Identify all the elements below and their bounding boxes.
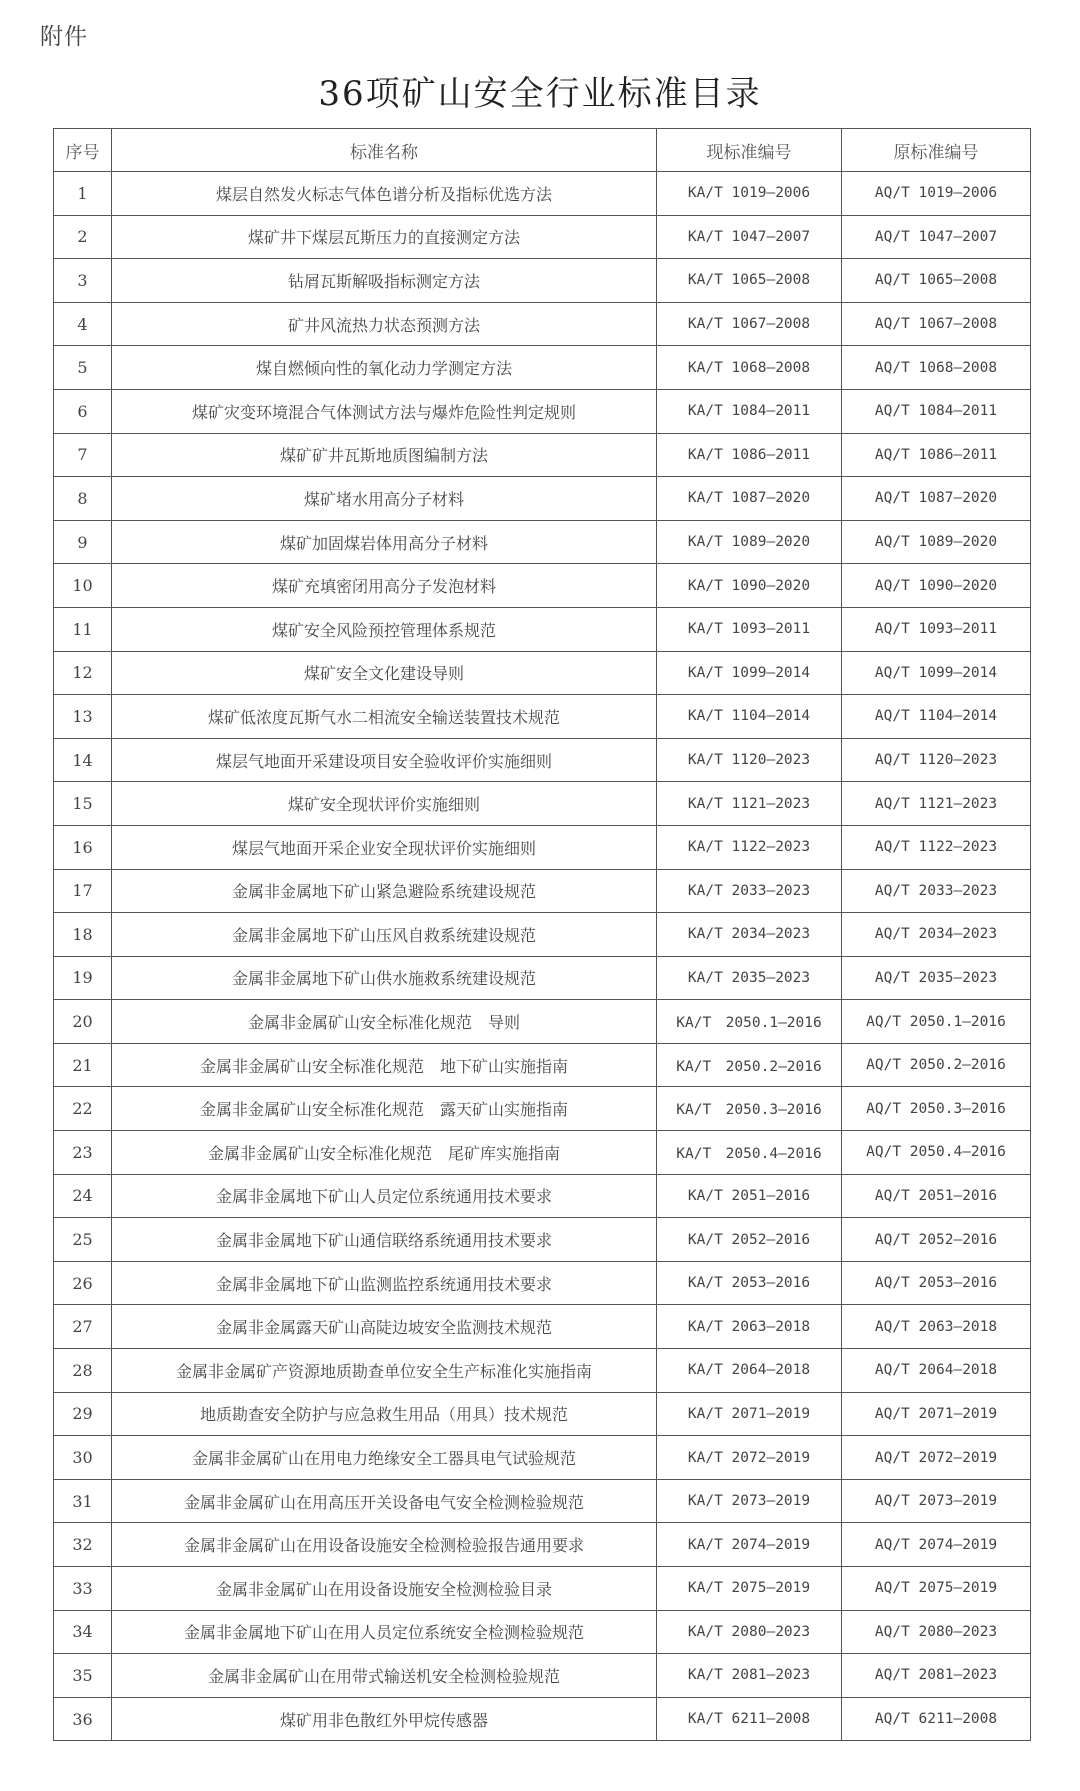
table-row xyxy=(54,651,1031,695)
cell-original-code: AQ/T 2075—2019 xyxy=(842,1567,1031,1611)
cell-original-code: AQ/T 2034—2023 xyxy=(842,913,1031,957)
cell-standard-name: 煤层气地面开采企业安全现状评价实施细则 xyxy=(112,825,657,869)
cell-original-code: AQ/T 2050.4—2016 xyxy=(842,1131,1031,1175)
cell-current-code: KA/T 1068—2008 xyxy=(657,346,842,390)
cell-standard-name: 金属非金属地下矿山供水施救系统建设规范 xyxy=(112,956,657,1000)
cell-current-code: KA/T 1065—2008 xyxy=(657,259,842,303)
cell-standard-name: 煤层气地面开采建设项目安全验收评价实施细则 xyxy=(112,738,657,782)
cell-serial: 34 xyxy=(54,1610,112,1654)
cell-standard-name: 地质勘查安全防护与应急救生用品（用具）技术规范 xyxy=(112,1392,657,1436)
table-header-row xyxy=(54,129,1031,172)
cell-standard-name: 金属非金属地下矿山在用人员定位系统安全检测检验规范 xyxy=(112,1610,657,1654)
cell-standard-name: 金属非金属矿山在用设备设施安全检测检验目录 xyxy=(112,1567,657,1611)
cell-original-code: AQ/T 2053—2016 xyxy=(842,1261,1031,1305)
cell-serial: 35 xyxy=(54,1654,112,1698)
cell-serial: 4 xyxy=(54,302,112,346)
cell-current-code: KA/T 2071—2019 xyxy=(657,1392,842,1436)
cell-serial: 8 xyxy=(54,477,112,521)
cell-serial: 24 xyxy=(54,1174,112,1218)
cell-standard-name: 矿井风流热力状态预测方法 xyxy=(112,302,657,346)
cell-standard-name: 煤矿加固煤岩体用高分子材料 xyxy=(112,520,657,564)
cell-standard-name: 金属非金属地下矿山人员定位系统通用技术要求 xyxy=(112,1174,657,1218)
cell-original-code: AQ/T 1067—2008 xyxy=(842,302,1031,346)
cell-standard-name: 金属非金属矿山安全标准化规范 地下矿山实施指南 xyxy=(112,1043,657,1087)
cell-serial: 36 xyxy=(54,1697,112,1741)
cell-current-code: KA/T 2050.4—2016 xyxy=(657,1131,842,1175)
cell-original-code: AQ/T 2073—2019 xyxy=(842,1479,1031,1523)
cell-current-code: KA/T 2050.1—2016 xyxy=(657,1000,842,1044)
table-row xyxy=(54,913,1031,957)
table-row xyxy=(54,433,1031,477)
attachment-label: 附件 xyxy=(40,24,88,50)
cell-standard-name: 金属非金属地下矿山紧急避险系统建设规范 xyxy=(112,869,657,913)
table-body xyxy=(54,172,1031,1741)
cell-serial: 21 xyxy=(54,1043,112,1087)
cell-standard-name: 煤矿用非色散红外甲烷传感器 xyxy=(112,1697,657,1741)
table-row xyxy=(54,1087,1031,1131)
cell-original-code: AQ/T 1087—2020 xyxy=(842,477,1031,521)
cell-serial: 22 xyxy=(54,1087,112,1131)
cell-serial: 28 xyxy=(54,1349,112,1393)
table-row xyxy=(54,1479,1031,1523)
cell-serial: 7 xyxy=(54,433,112,477)
cell-serial: 14 xyxy=(54,738,112,782)
table-row xyxy=(54,869,1031,913)
cell-serial: 19 xyxy=(54,956,112,1000)
table-row xyxy=(54,1567,1031,1611)
cell-current-code: KA/T 2080—2023 xyxy=(657,1610,842,1654)
header-standard-name: 标准名称 xyxy=(112,129,657,172)
cell-current-code: KA/T 6211—2008 xyxy=(657,1697,842,1741)
cell-serial: 9 xyxy=(54,520,112,564)
cell-standard-name: 煤矿安全文化建设导则 xyxy=(112,651,657,695)
table-row xyxy=(54,738,1031,782)
cell-original-code: AQ/T 2050.1—2016 xyxy=(842,1000,1031,1044)
cell-current-code: KA/T 2075—2019 xyxy=(657,1567,842,1611)
cell-serial: 11 xyxy=(54,607,112,651)
cell-original-code: AQ/T 1086—2011 xyxy=(842,433,1031,477)
cell-current-code: KA/T 2051—2016 xyxy=(657,1174,842,1218)
cell-original-code: AQ/T 1047—2007 xyxy=(842,215,1031,259)
cell-current-code: KA/T 1104—2014 xyxy=(657,695,842,739)
table-row xyxy=(54,389,1031,433)
cell-serial: 18 xyxy=(54,913,112,957)
table-row xyxy=(54,1174,1031,1218)
header-serial: 序号 xyxy=(54,129,112,172)
cell-standard-name: 煤矿堵水用高分子材料 xyxy=(112,477,657,521)
cell-current-code: KA/T 2052—2016 xyxy=(657,1218,842,1262)
cell-current-code: KA/T 1093—2011 xyxy=(657,607,842,651)
cell-serial: 3 xyxy=(54,259,112,303)
cell-serial: 29 xyxy=(54,1392,112,1436)
cell-original-code: AQ/T 2081—2023 xyxy=(842,1654,1031,1698)
cell-serial: 2 xyxy=(54,215,112,259)
cell-original-code: AQ/T 1099—2014 xyxy=(842,651,1031,695)
table-row xyxy=(54,695,1031,739)
cell-original-code: AQ/T 2072—2019 xyxy=(842,1436,1031,1480)
cell-current-code: KA/T 1120—2023 xyxy=(657,738,842,782)
cell-current-code: KA/T 2081—2023 xyxy=(657,1654,842,1698)
cell-serial: 13 xyxy=(54,695,112,739)
cell-current-code: KA/T 1067—2008 xyxy=(657,302,842,346)
cell-standard-name: 煤矿充填密闭用高分子发泡材料 xyxy=(112,564,657,608)
table-row xyxy=(54,346,1031,390)
table-row xyxy=(54,259,1031,303)
table-row xyxy=(54,1218,1031,1262)
cell-current-code: KA/T 1089—2020 xyxy=(657,520,842,564)
table-row xyxy=(54,1523,1031,1567)
table-row xyxy=(54,1392,1031,1436)
cell-current-code: KA/T 1019—2006 xyxy=(657,172,842,216)
table-row xyxy=(54,520,1031,564)
cell-original-code: AQ/T 2033—2023 xyxy=(842,869,1031,913)
cell-original-code: AQ/T 1093—2011 xyxy=(842,607,1031,651)
cell-serial: 10 xyxy=(54,564,112,608)
table-row xyxy=(54,825,1031,869)
cell-current-code: KA/T 1090—2020 xyxy=(657,564,842,608)
cell-current-code: KA/T 2033—2023 xyxy=(657,869,842,913)
cell-standard-name: 金属非金属矿山安全标准化规范 导则 xyxy=(112,1000,657,1044)
cell-original-code: AQ/T 2035—2023 xyxy=(842,956,1031,1000)
cell-serial: 25 xyxy=(54,1218,112,1262)
table-row xyxy=(54,172,1031,216)
cell-standard-name: 煤矿灾变环境混合气体测试方法与爆炸危险性判定规则 xyxy=(112,389,657,433)
standards-table xyxy=(53,128,1031,1741)
cell-standard-name: 金属非金属矿产资源地质勘查单位安全生产标准化实施指南 xyxy=(112,1349,657,1393)
cell-serial: 6 xyxy=(54,389,112,433)
cell-current-code: KA/T 1087—2020 xyxy=(657,477,842,521)
table-row xyxy=(54,215,1031,259)
cell-current-code: KA/T 2072—2019 xyxy=(657,1436,842,1480)
cell-original-code: AQ/T 2080—2023 xyxy=(842,1610,1031,1654)
table-row xyxy=(54,1697,1031,1741)
table-row xyxy=(54,1436,1031,1480)
cell-standard-name: 煤矿井下煤层瓦斯压力的直接测定方法 xyxy=(112,215,657,259)
cell-serial: 16 xyxy=(54,825,112,869)
cell-original-code: AQ/T 2071—2019 xyxy=(842,1392,1031,1436)
table-row xyxy=(54,1000,1031,1044)
cell-current-code: KA/T 2064—2018 xyxy=(657,1349,842,1393)
table-row xyxy=(54,607,1031,651)
header-current-code: 现标准编号 xyxy=(657,129,842,172)
cell-original-code: AQ/T 2050.2—2016 xyxy=(842,1043,1031,1087)
cell-serial: 26 xyxy=(54,1261,112,1305)
cell-standard-name: 金属非金属矿山在用高压开关设备电气安全检测检验规范 xyxy=(112,1479,657,1523)
cell-current-code: KA/T 1084—2011 xyxy=(657,389,842,433)
cell-serial: 27 xyxy=(54,1305,112,1349)
table-row xyxy=(54,1261,1031,1305)
cell-current-code: KA/T 2034—2023 xyxy=(657,913,842,957)
header-original-code: 原标准编号 xyxy=(842,129,1031,172)
page-title: 36项矿山安全行业标准目录 xyxy=(318,74,762,114)
cell-serial: 15 xyxy=(54,782,112,826)
cell-standard-name: 金属非金属地下矿山压风自救系统建设规范 xyxy=(112,913,657,957)
cell-serial: 32 xyxy=(54,1523,112,1567)
cell-original-code: AQ/T 1121—2023 xyxy=(842,782,1031,826)
cell-standard-name: 金属非金属地下矿山通信联络系统通用技术要求 xyxy=(112,1218,657,1262)
cell-serial: 30 xyxy=(54,1436,112,1480)
cell-original-code: AQ/T 1019—2006 xyxy=(842,172,1031,216)
cell-current-code: KA/T 2074—2019 xyxy=(657,1523,842,1567)
table-row xyxy=(54,1654,1031,1698)
cell-current-code: KA/T 2063—2018 xyxy=(657,1305,842,1349)
cell-standard-name: 煤矿低浓度瓦斯气水二相流安全输送装置技术规范 xyxy=(112,695,657,739)
cell-original-code: AQ/T 2063—2018 xyxy=(842,1305,1031,1349)
table-row xyxy=(54,1610,1031,1654)
cell-original-code: AQ/T 2052—2016 xyxy=(842,1218,1031,1262)
cell-serial: 20 xyxy=(54,1000,112,1044)
cell-original-code: AQ/T 1122—2023 xyxy=(842,825,1031,869)
cell-standard-name: 金属非金属矿山安全标准化规范 尾矿库实施指南 xyxy=(112,1131,657,1175)
cell-standard-name: 煤矿安全现状评价实施细则 xyxy=(112,782,657,826)
cell-current-code: KA/T 1121—2023 xyxy=(657,782,842,826)
table-row xyxy=(54,477,1031,521)
table-row xyxy=(54,1305,1031,1349)
cell-original-code: AQ/T 2050.3—2016 xyxy=(842,1087,1031,1131)
table-row xyxy=(54,782,1031,826)
cell-current-code: KA/T 2050.2—2016 xyxy=(657,1043,842,1087)
cell-current-code: KA/T 1047—2007 xyxy=(657,215,842,259)
cell-current-code: KA/T 2035—2023 xyxy=(657,956,842,1000)
cell-standard-name: 煤层自然发火标志气体色谱分析及指标优选方法 xyxy=(112,172,657,216)
table-row xyxy=(54,1349,1031,1393)
cell-standard-name: 金属非金属露天矿山高陡边坡安全监测技术规范 xyxy=(112,1305,657,1349)
cell-serial: 23 xyxy=(54,1131,112,1175)
cell-current-code: KA/T 2050.3—2016 xyxy=(657,1087,842,1131)
cell-original-code: AQ/T 1068—2008 xyxy=(842,346,1031,390)
cell-standard-name: 煤矿矿井瓦斯地质图编制方法 xyxy=(112,433,657,477)
cell-current-code: KA/T 1086—2011 xyxy=(657,433,842,477)
cell-serial: 33 xyxy=(54,1567,112,1611)
cell-original-code: AQ/T 2051—2016 xyxy=(842,1174,1031,1218)
cell-original-code: AQ/T 2074—2019 xyxy=(842,1523,1031,1567)
cell-standard-name: 金属非金属矿山在用带式输送机安全检测检验规范 xyxy=(112,1654,657,1698)
table-row xyxy=(54,1131,1031,1175)
cell-original-code: AQ/T 2064—2018 xyxy=(842,1349,1031,1393)
cell-current-code: KA/T 2073—2019 xyxy=(657,1479,842,1523)
table-row xyxy=(54,564,1031,608)
cell-original-code: AQ/T 1084—2011 xyxy=(842,389,1031,433)
cell-serial: 12 xyxy=(54,651,112,695)
cell-current-code: KA/T 1122—2023 xyxy=(657,825,842,869)
cell-serial: 17 xyxy=(54,869,112,913)
cell-current-code: KA/T 1099—2014 xyxy=(657,651,842,695)
cell-serial: 1 xyxy=(54,172,112,216)
cell-standard-name: 钻屑瓦斯解吸指标测定方法 xyxy=(112,259,657,303)
cell-original-code: AQ/T 1089—2020 xyxy=(842,520,1031,564)
cell-serial: 31 xyxy=(54,1479,112,1523)
cell-standard-name: 金属非金属矿山在用电力绝缘安全工器具电气试验规范 xyxy=(112,1436,657,1480)
cell-serial: 5 xyxy=(54,346,112,390)
cell-current-code: KA/T 2053—2016 xyxy=(657,1261,842,1305)
cell-original-code: AQ/T 1104—2014 xyxy=(842,695,1031,739)
cell-standard-name: 金属非金属地下矿山监测监控系统通用技术要求 xyxy=(112,1261,657,1305)
cell-standard-name: 金属非金属矿山在用设备设施安全检测检验报告通用要求 xyxy=(112,1523,657,1567)
table-row xyxy=(54,1043,1031,1087)
cell-standard-name: 煤自燃倾向性的氧化动力学测定方法 xyxy=(112,346,657,390)
cell-original-code: AQ/T 6211—2008 xyxy=(842,1697,1031,1741)
table-row xyxy=(54,956,1031,1000)
cell-original-code: AQ/T 1120—2023 xyxy=(842,738,1031,782)
cell-original-code: AQ/T 1090—2020 xyxy=(842,564,1031,608)
cell-original-code: AQ/T 1065—2008 xyxy=(842,259,1031,303)
cell-standard-name: 煤矿安全风险预控管理体系规范 xyxy=(112,607,657,651)
cell-standard-name: 金属非金属矿山安全标准化规范 露天矿山实施指南 xyxy=(112,1087,657,1131)
table-row xyxy=(54,302,1031,346)
